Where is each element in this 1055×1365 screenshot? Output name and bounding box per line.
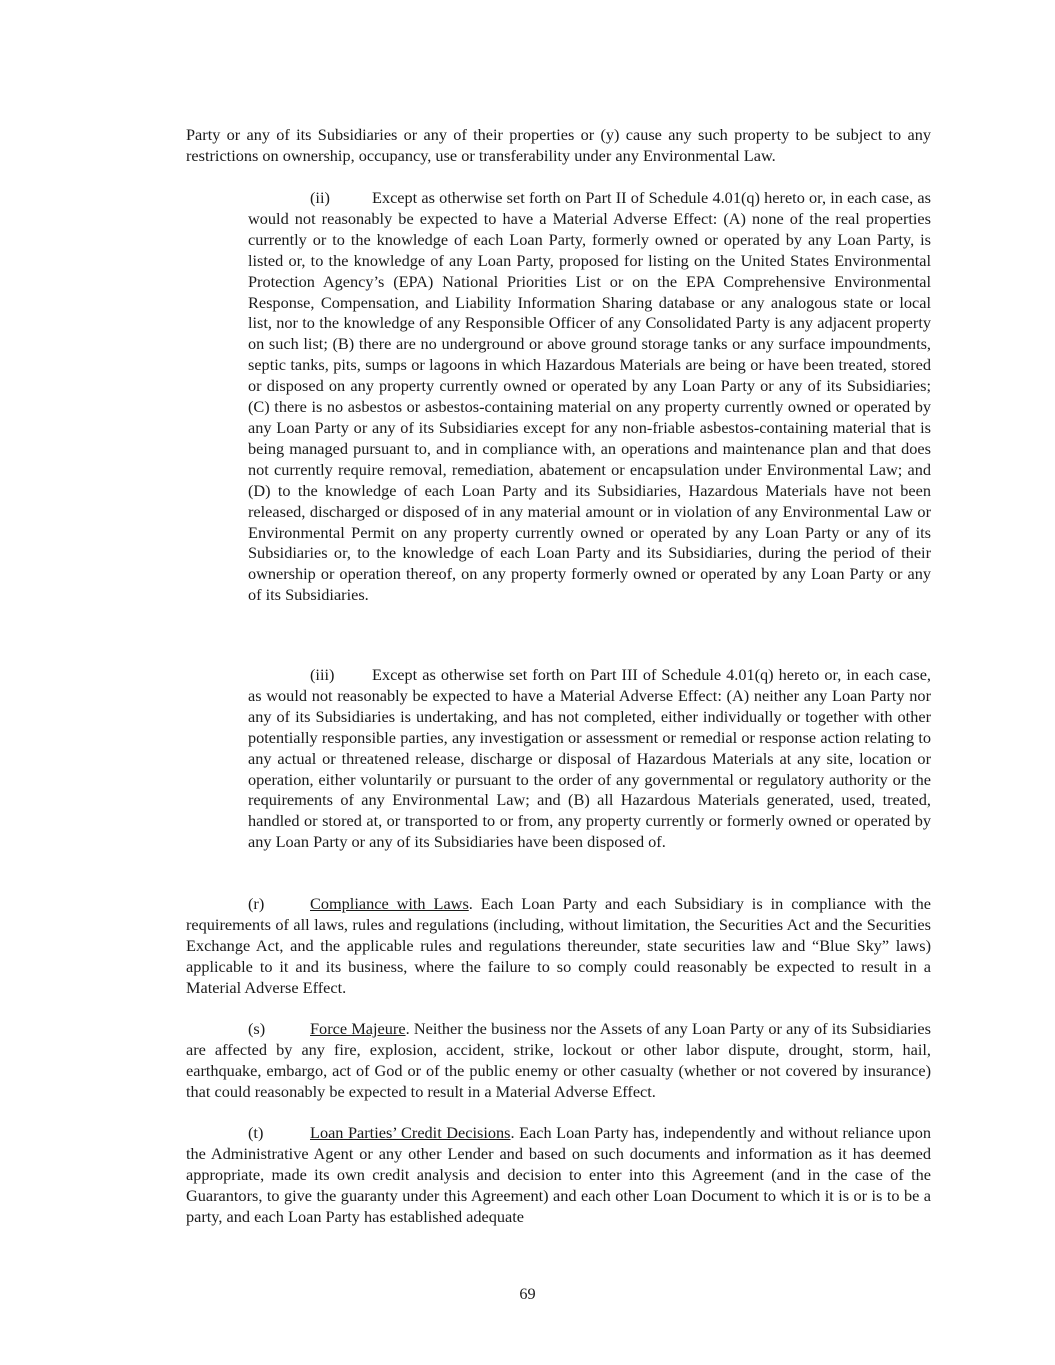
section-r-marker: (r) (248, 894, 265, 913)
page-number: 69 (519, 1284, 536, 1303)
continuation-paragraph: Party or any of its Subsidiaries or any of their properties or (y) cause any such property to be subject to any restrictions on ownership, occupancy, use or transferability under any Environmental Law. (186, 125, 931, 165)
section-s-text: . Neither the business nor the Assets of any Loan Party or any of its Subsidiaries are affected by any fire, explosion, accident, strike, lockout or other labor dispute, drought, storm, hail, earthquake, embargo, act of God or of the public enemy or other casualty (whether or not covered by insurance) that could reasonably be expected to result in a Material Adverse Effect. (186, 1019, 931, 1101)
paragraph-ii-text: Except as otherwise set forth on Part II of Schedule 4.01(q) hereto or, in each case, as would not reasonably be expected to have a Material Adverse Effect: (A) none of the real properties currently or to the knowledge of each Loan Party, formerly owned or operated by any Loan Party, is listed or, to the knowledge of any Loan Party, proposed for listing on the United States Environmental Protection Agency’s (EPA) National Priorities List or on the EPA Comprehensive Environmental Response, Compensation, and Liability Information Sharing database or any analogous state or local list, nor to the knowledge of any Responsible Officer of any Consolidated Party is any adjacent property on such list; (B) there are no underground or above ground storage tanks or any surface impoundments, septic tanks, pits, sumps or lagoons in which Hazardous Materials are being or have been treated, stored or disposed on any property currently owned or operated by any Loan Party or any of its Subsidiaries; (C) there is no asbestos or asbestos-containing material on any property currently owned or operated by any Loan Party or any of its Subsidiaries except for any non-friable asbestos-containing material that is being managed pursuant to, and in compliance with, an operations and maintenance plan and that does not currently require removal, remediation, abatement or encapsulation under Environmental Law; and (D) to the knowledge of each Loan Party and its Subsidiaries, Hazardous Materials have not been released, discharged or disposed of in any material amount or in violation of any Environmental Law or Environmental Permit on any property currently owned or operated by any Loan Party or any of its Subsidiaries or, to the knowledge of each Loan Party and its Subsidiaries, during the period of their ownership or operation thereof, on any property formerly owned or operated by any Loan Party or any of its Subsidiaries. (248, 188, 931, 605)
paragraph-iii (248, 665, 931, 853)
section-t-text: . Each Loan Party has, independently and without reliance upon the Administrative Agent or any other Lender and based on such documents and information as it has deemed appropriate, made its own credit analysis and decision to enter into this Agreement (and in the case of the Guarantors, to give the guaranty under this Agreement) and each other Loan Document to which it is or is to be a party, and each Loan Party has established adequate (186, 1123, 931, 1226)
section-s (186, 1019, 931, 1103)
paragraph-ii (248, 188, 931, 606)
section-t-marker: (t) (248, 1123, 264, 1142)
section-r (186, 894, 931, 999)
section-r-text: . Each Loan Party and each Subsidiary is in compliance with the requirements of all laws, rules and regulations (including, without limitation, the Securities Act and the Securities Exchange Act, and the applicable rules and regulations thereunder, state securities law and “Blue Sky” laws) applicable to it and its business, where the failure to so comply could reasonably be expected to result in a Material Adverse Effect. (186, 894, 931, 997)
section-t (186, 1123, 931, 1228)
section-s-heading: Force Majeure (310, 1019, 406, 1038)
paragraph-ii-marker: (ii) (310, 188, 330, 207)
paragraph-iii-text: Except as otherwise set forth on Part III of Schedule 4.01(q) hereto or, in each case, as would not reasonably be expected to have a Material Adverse Effect: (A) neither any Loan Party nor any of its Subsidiaries is undertaking, and has not completed, either individually or together with other potentially responsible parties, any investigation or assessment or remedial or response action relating to any actual or threatened release, discharge or disposal of Hazardous Materials at any site, location or operation, either voluntarily or pursuant to the order of any governmental or regulatory authority or the requirements of any Environmental Law; and (B) all Hazardous Materials generated, used, treated, handled or stored at, or transported to or from, any property currently or formerly owned or operated by any Loan Party or any of its Subsidiaries have been disposed of. (248, 665, 931, 852)
paragraph-iii-marker: (iii) (310, 665, 335, 684)
section-s-marker: (s) (248, 1019, 266, 1038)
section-t-heading: Loan Parties’ Credit Decisions (310, 1123, 511, 1142)
section-r-heading: Compliance with Laws (310, 894, 469, 913)
